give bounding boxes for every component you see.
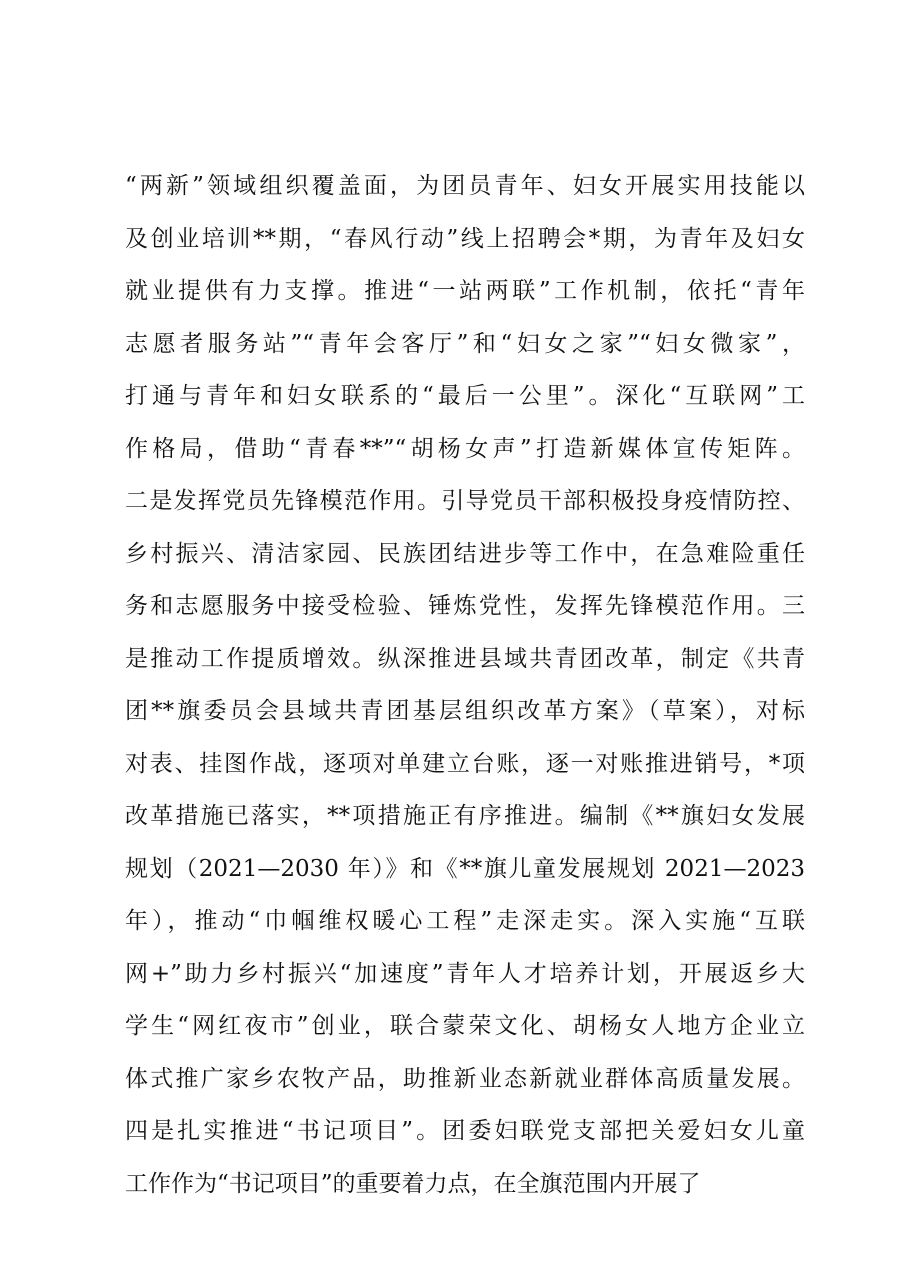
- text-line: 改革措施已落实，**项措施正有序推进。编制《**旗妇女发展: [125, 803, 805, 829]
- text-line: 体式推广家乡农牧产品，助推新业态新就业群体高质量发展。: [125, 1065, 805, 1092]
- text-line: 及创业培训**期，“春风行动”线上招聘会*期，为青年及妇女: [125, 225, 805, 252]
- text-line: 四是扎实推进“书记项目”。团委妇联党支部把关爱妇女儿童: [125, 1118, 805, 1144]
- text-line: 志愿者服务站”“青年会客厅”和“妇女之家”“妇女微家”，: [125, 330, 805, 357]
- text-line: 网+”助力乡村振兴“加速度”青年人才培养计划，开展返乡大: [125, 960, 805, 987]
- text-line: “两新”领域组织覆盖面，为团员青年、妇女开展实用技能以: [125, 173, 805, 199]
- text-line: 是推动工作提质增效。纵深推进县域共青团改革，制定《共青: [125, 645, 805, 672]
- text-line: 打通与青年和妇女联系的“最后一公里”。深化“互联网”工: [125, 383, 805, 409]
- text-line: 务和志愿服务中接受检验、锤炼党性，发挥先锋模范作用。三: [125, 593, 805, 619]
- text-line: 就业提供有力支撑。推进“一站两联”工作机制，依托“青年: [125, 278, 805, 304]
- text-line: 工作作为“书记项目”的重要着力点，在全旗范围内开展了: [125, 1170, 701, 1197]
- text-line: 年），推动“巾帼维权暖心工程”走深走实。深入实施“互联: [125, 908, 805, 934]
- text-line: 规划（2021—2030 年）》和《**旗儿童发展规划 2021—2023: [125, 855, 805, 882]
- text-line: 作格局，借助“青春**”“胡杨女声”打造新媒体宣传矩阵。: [125, 435, 805, 462]
- text-line: 对表、挂图作战，逐项对单建立台账，逐一对账推进销号，*项: [125, 750, 805, 777]
- text-line: 团**旗委员会县域共青团基层组织改革方案》（草案），对标: [125, 698, 805, 724]
- text-line: 学生“网红夜市”创业，联合蒙荣文化、胡杨女人地方企业立: [125, 1013, 805, 1039]
- text-line: 二是发挥党员先锋模范作用。引导党员干部积极投身疫情防控、: [125, 488, 805, 514]
- body-text: [125, 160, 805, 1210]
- text-line: 乡村振兴、清洁家园、民族团结进步等工作中，在急难险重任: [125, 540, 805, 567]
